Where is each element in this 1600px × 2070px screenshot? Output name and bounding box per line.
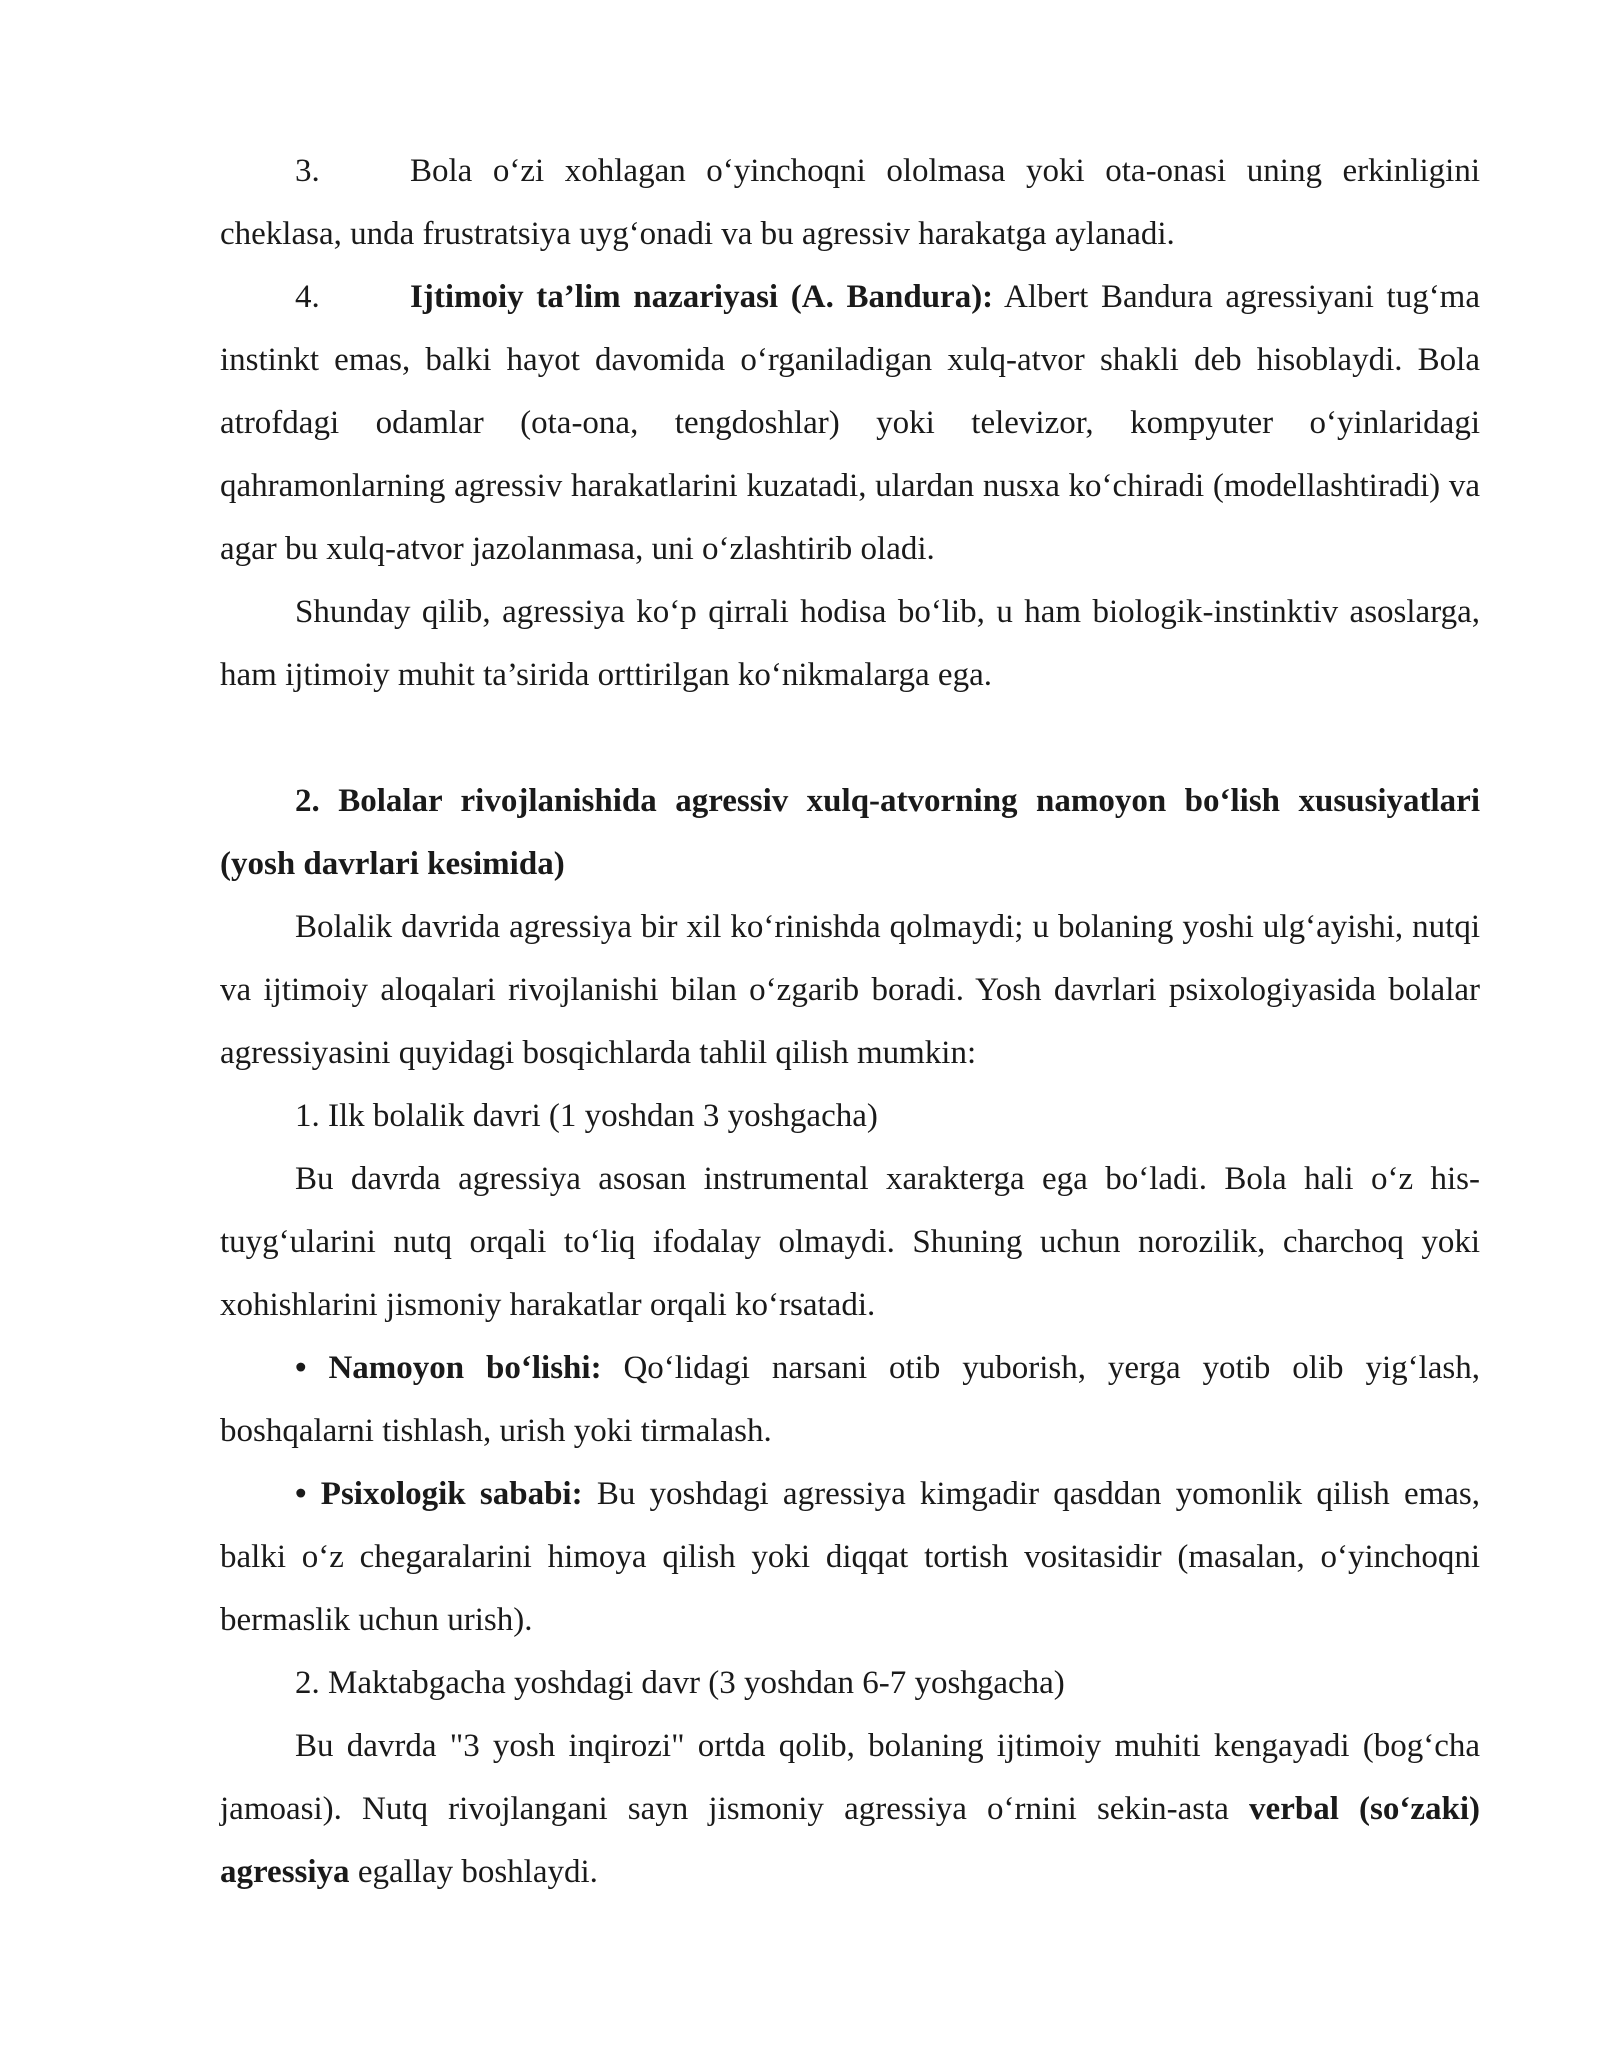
bullet-text: Bu yoshdagi agressiya kimgadir qasddan yomonlik qilish emas, balki o‘z chegaralarini himoya qilish yoki diqqat tortish vositasidir (masalan, o‘yinchoqni bermaslik uchun urish). (220, 1476, 1481, 1638)
item-text: Albert Bandura agressiyani tug‘ma instinkt emas, balki hayot davomida o‘rganiladigan xulq-atvor shakli deb hisoblaydi. Bola atrofdagi odamlar (ota-ona, tengdoshlar) yoki televizor, kompyuter o‘yinlaridagi qahramonlarning agressiv harakatlarini kuzatadi, ulardan nusxa ko‘chiradi (modellashtiradi) va agar bu xulq-atvor jazolanmasa, uni o‘zlashtirib oladi. (220, 279, 1480, 567)
paragraph-summary: Shunday qilib, agressiya ko‘p qirrali hodisa bo‘lib, u ham biologik-instinktiv asoslarga, ham ijtimoiy muhit ta’sirida orttirilgan ko‘nikmalarga ega. (220, 594, 1480, 693)
bullet-label: Namoyon bo‘lishi: (328, 1350, 602, 1386)
bullet-icon: • (295, 1476, 307, 1512)
stage-2-title: 2. Maktabgacha yoshdagi davr (3 yoshdan 6-7 yoshgacha) (295, 1665, 1065, 1701)
section-spacer (220, 707, 1480, 770)
stage-2-text-b: egallay boshlaydi. (349, 1854, 598, 1890)
item-number: 3. (295, 153, 320, 189)
stage-1-title: 1. Ilk bolalik davri (1 yoshdan 3 yoshgacha) (295, 1098, 878, 1134)
item-bold-title: Ijtimoiy ta’lim nazariyasi (A. Bandura): (410, 279, 994, 315)
section-heading-text: 2. Bolalar rivojlanishida agressiv xulq-atvorning namoyon bo‘lish xususiyatlari (yosh davrlari kesimida) (220, 783, 1480, 882)
bullet-icon: • (295, 1350, 307, 1386)
stage-2-text-a: Bu davrda "3 yosh inqirozi" ortda qolib, bolaning ijtimoiy muhiti kengayadi (bog‘cha jamoasi). Nutq rivojlangani sayn jismoniy agressiya o‘rnini sekin-asta (220, 1728, 1480, 1827)
item-text: Bola o‘zi xohlagan o‘yinchoqni ololmasa yoki ota-onasi uning erkinligini cheklasa, unda frustratsiya uyg‘onadi va bu agressiv harakatga aylanadi. (220, 153, 1480, 252)
stage-2-bold: verbal (so‘zaki) agressiya (220, 1791, 1480, 1890)
section-heading (220, 770, 1480, 896)
paragraph-stage-1: Bu davrda agressiya asosan instrumental xarakterga ega bo‘ladi. Bola hali o‘z his-tuyg‘ularini nutq orqali to‘liq ifodalay olmaydi. Shuning uchun norozilik, charchoq yoki xohishlarini jismoniy harakatlar orqali ko‘rsatadi. (220, 1161, 1480, 1323)
bullet-text: Qo‘lidagi narsani otib yuborish, yerga yotib olib yig‘lash, boshqalarni tishlash, urish yoki tirmalash. (220, 1350, 1481, 1449)
paragraph-stage-2 (220, 1715, 1480, 1904)
paragraph-item-3 (220, 140, 1480, 266)
document-body (220, 140, 1480, 1904)
paragraph-intro: Bolalik davrida agressiya bir xil ko‘rinishda qolmaydi; u bolaning yoshi ulg‘ayishi, nutqi va ijtimoiy aloqalari rivojlanishi bilan o‘zgarib boradi. Yosh davrlari psixologiyasida bolalar agressiyasini quyidagi bosqichlarda tahlil qilish mumkin: (220, 909, 1480, 1071)
bullet-manifestation (220, 1337, 1480, 1463)
paragraph-item-4 (220, 266, 1480, 581)
item-number: 4. (295, 279, 320, 315)
bullet-label: Psixologik sababi: (320, 1476, 583, 1512)
bullet-psychological-cause (220, 1463, 1480, 1652)
